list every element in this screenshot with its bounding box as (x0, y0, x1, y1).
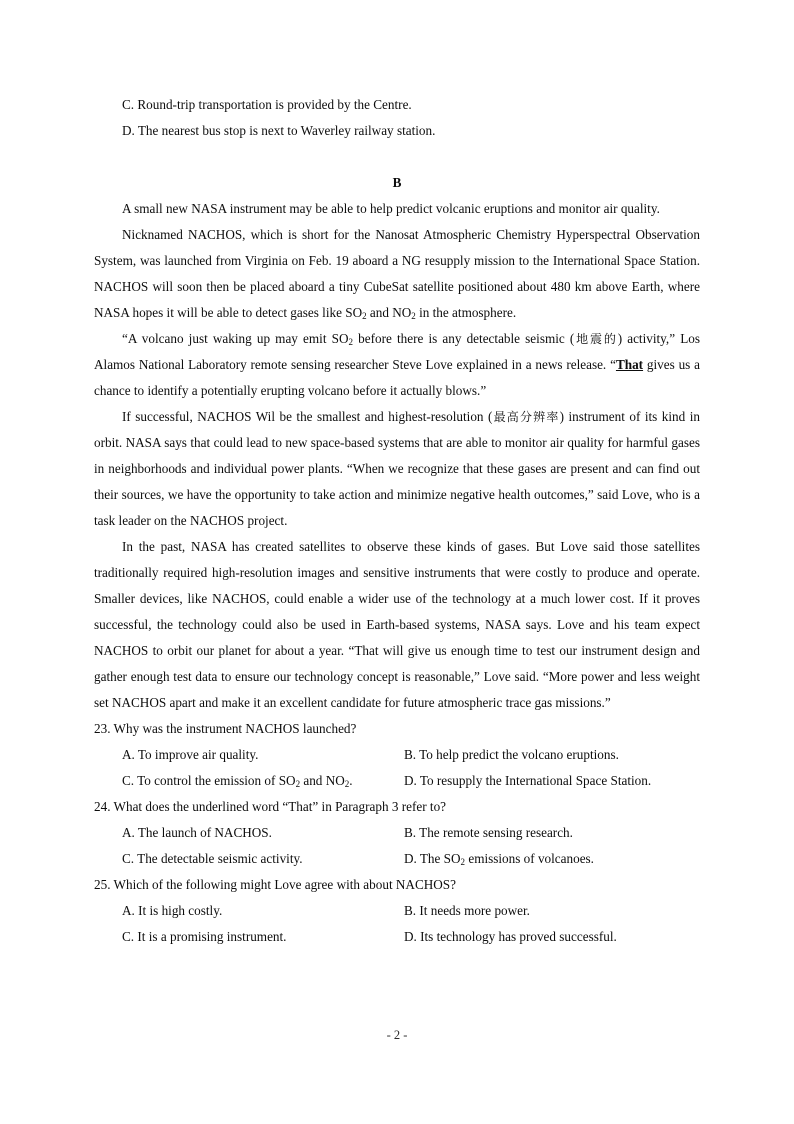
previous-question-options (94, 92, 700, 144)
option-c[interactable]: C. The detectable seismic activity. (122, 851, 303, 866)
question-stem: 23. Why was the instrument NACHOS launched? (94, 721, 357, 736)
option-c[interactable]: C. To control the emission of $SO_2$ and $NO_2$. (122, 773, 353, 789)
passage-paragraph: “A volcano just waking up may emit $SO_2$ before there is any detectable seismic (地震的) activity,” Los Alamos National Laboratory remote sensing researcher Steve Love explained in a news release. “That gives us a chance to identify a potentially erupting volcano before it actually blows.” (94, 331, 701, 398)
option-line: D. The nearest bus stop is next to Waverley railway station. (122, 123, 436, 138)
option-b[interactable]: B. It needs more power. (404, 903, 530, 918)
question-stem: 24. What does the underlined word “That” in Paragraph 3 refer to? (94, 799, 447, 814)
option-a[interactable]: A. The launch of NACHOS. (122, 825, 272, 840)
passage-paragraph: A small new NASA instrument may be able to help predict volcanic eruptions and monitor air quality. (122, 201, 660, 216)
chinese-gloss: 地震的 (574, 332, 618, 346)
option-row (94, 742, 700, 768)
option-line: C. Round-trip transportation is provided by the Centre. (122, 97, 412, 112)
question-item (94, 872, 700, 950)
option-d[interactable]: D. Its technology has proved successful. (404, 929, 617, 944)
option-b[interactable]: B. To help predict the volcano eruptions. (404, 747, 619, 762)
page-footer: - 2 - (386, 1028, 408, 1042)
option-a[interactable]: A. To improve air quality. (122, 747, 259, 762)
underlined-word: That (615, 357, 644, 372)
option-row (94, 924, 700, 950)
subscript: 2 (348, 336, 353, 347)
option-b[interactable]: B. The remote sensing research. (404, 825, 573, 840)
page-content (94, 92, 700, 950)
option-row (94, 768, 700, 794)
question-item (94, 794, 700, 872)
question-stem: 25. Which of the following might Love agree with about NACHOS? (94, 877, 456, 892)
option-row (94, 820, 700, 846)
chinese-gloss: 最高分辨率 (492, 410, 560, 424)
passage-body (94, 196, 700, 716)
option-row (94, 846, 700, 872)
option-c[interactable]: C. It is a promising instrument. (122, 929, 287, 944)
option-d[interactable]: D. To resupply the International Space Station. (404, 773, 652, 788)
option-d[interactable]: D. The $SO_2$ emissions of volcanoes. (404, 851, 594, 867)
subscript: 2 (362, 310, 367, 321)
passage-paragraph: If successful, NACHOS Wil be the smallest and highest-resolution (最高分辨率) instrument of its kind in orbit. NASA says that could lead to new space-based systems that are able to monitor air quality for harmful gases in neighborhoods and individual power plants. “When we recognize that these gases are present and can find out their sources, we have the opportunity to take action and minimize negative health outcomes,” said Love, who is a task leader on the NACHOS project. (94, 409, 700, 528)
option-a[interactable]: A. It is high costly. (122, 903, 223, 918)
section-label: B (392, 175, 402, 190)
question-item (94, 716, 700, 794)
subscript: 2 (460, 856, 466, 867)
option-row (94, 898, 700, 924)
passage-paragraph: In the past, NASA has created satellites to observe these kinds of gases. But Love said those satellites traditionally required high-resolution images and sensitive instruments that were costly to produce and operate. Smaller devices, like NACHOS, could enable a wider use of the technology at a much lower cost. If it proves successful, the technology could also be used in Earth-based systems, NASA says. Love and his team expect NACHOS to orbit our planet for about a year. “That will give us enough time to test our instrument design and gather enough test data to ensure our technology concept is reasonable,” Love said. “More power and less weight set NACHOS apart and make it an excellent candidate for future atmospheric trace gas missions.” (94, 539, 700, 710)
passage-paragraph: Nicknamed NACHOS, which is short for the Nanosat Atmospheric Chemistry Hyperspectral Observation System, was launched from Virginia on Feb. 19 aboard a NG resupply mission to the International Space Station. NACHOS will soon then be placed aboard a tiny CubeSat satellite positioned about 480 km above Earth, where NASA hopes it will be able to detect gases like $SO_2$ and $NO_2$ in the atmosphere. (94, 227, 700, 321)
subscript: 2 (295, 778, 301, 789)
subscript: 2 (344, 778, 350, 789)
subscript: 2 (411, 310, 416, 321)
